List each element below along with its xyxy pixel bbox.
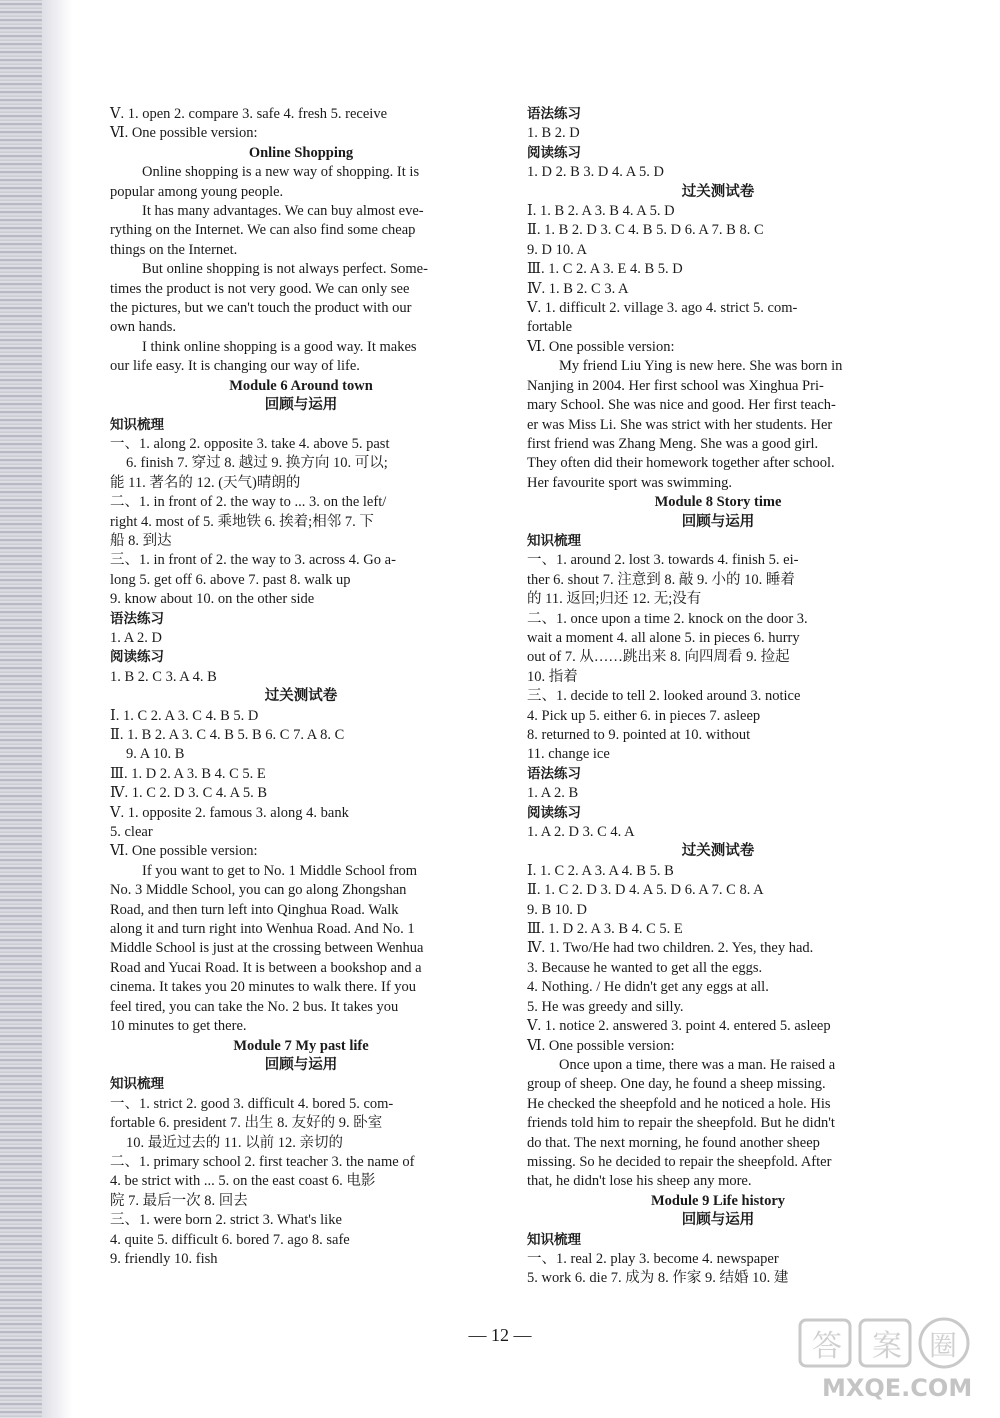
answer-line: 9. A 10. B <box>126 746 185 763</box>
answer-line: 一、1. strict 2. good 3. difficult 4. bored 5. com- <box>110 1095 394 1112</box>
answer-line: Nanjing in 2004. Her first school was Xinghua Pri- <box>527 377 824 394</box>
subsection-label: 知识梳理 <box>527 532 581 549</box>
answer-line: If you want to get to No. 1 Middle School from <box>142 862 418 879</box>
answer-line: things on the Internet. <box>110 241 238 258</box>
answer-line: Road, and then turn left into Qinghua Road. Walk <box>110 901 399 918</box>
answer-line: Ⅱ. 1. B 2. D 3. C 4. B 5. D 6. A 7. B 8. C <box>527 222 764 239</box>
answer-line: missing. So he decided to repair the sheepfold. After <box>527 1153 832 1170</box>
subsection-label: 知识梳理 <box>110 1076 164 1093</box>
answer-line: 5. He was greedy and silly. <box>527 998 684 1015</box>
watermark-logo <box>792 1314 982 1404</box>
answer-line: fortable <box>527 319 573 336</box>
answer-line: 3. Because he wanted to get all the eggs. <box>527 959 763 976</box>
answer-line: 一、1. real 2. play 3. become 4. newspaper <box>527 1250 779 1267</box>
subsection-label: 知识梳理 <box>110 416 164 433</box>
answer-line: 10. 指着 <box>527 668 578 685</box>
answer-line: 4. quite 5. difficult 6. bored 7. ago 8. safe <box>110 1231 350 1248</box>
section-heading: 过关测试卷 <box>681 843 755 860</box>
answer-line: popular among young people. <box>110 183 284 200</box>
answer-line: Ⅳ. 1. B 2. C 3. A <box>527 280 629 297</box>
answer-line: long 5. get off 6. above 7. past 8. walk up <box>110 571 351 588</box>
answer-line: 1. B 2. C 3. A 4. B <box>110 668 217 685</box>
answer-line: mary School. She was nice and good. Her first teach- <box>527 397 836 414</box>
answer-line: group of sheep. One day, he found a sheep missing. <box>527 1076 826 1093</box>
answer-line: 9. friendly 10. fish <box>110 1250 218 1267</box>
svg-text:答: 答 <box>812 1329 842 1364</box>
answer-line: Ⅴ. 1. notice 2. answered 3. point 4. entered 5. asleep <box>527 1018 831 1035</box>
answer-line: Ⅵ. One possible version: <box>527 338 675 355</box>
answer-line: times the product is not very good. We can only see <box>110 280 410 297</box>
answer-line: Road and Yucai Road. It is between a bookshop and a <box>110 959 422 976</box>
answer-line: right 4. most of 5. 乘地铁 6. 挨着;相邻 7. 下 <box>110 513 374 530</box>
answer-line: 1. A 2. D 3. C 4. A <box>527 824 635 841</box>
section-heading: Module 9 Life history <box>650 1192 786 1209</box>
scan-edge-gradient <box>42 0 72 1418</box>
answer-line: 4. be strict with ... 5. on the east coast 6. 电影 <box>110 1173 376 1190</box>
answer-line: 一、1. around 2. lost 3. towards 4. finish 5. ei- <box>527 552 799 569</box>
answer-line: 8. returned to 9. pointed at 10. without <box>527 727 751 743</box>
answer-line: Ⅰ. 1. C 2. A 3. C 4. B 5. D <box>110 707 259 724</box>
answer-line: 三、1. decide to tell 2. looked around 3. notice <box>527 688 801 705</box>
answer-line: out of 7. 从……跳出来 8. 向四周看 9. 捡起 <box>527 649 790 666</box>
answer-line: Ⅴ. 1. difficult 2. village 3. ago 4. strict 5. com- <box>527 300 798 317</box>
answer-line: Once upon a time, there was a man. He raised a <box>559 1056 836 1073</box>
subsection-label: 阅读练习 <box>110 649 164 666</box>
answer-line: Ⅳ. 1. C 2. D 3. C 4. A 5. B <box>110 785 268 802</box>
answer-line: Middle School is just at the crossing between Wenhua <box>110 940 424 957</box>
answer-line: do that. The next morning, he found another sheep <box>527 1134 820 1151</box>
answer-line: 6. finish 7. 穿过 8. 越过 9. 换方向 10. 可以; <box>126 455 388 472</box>
answer-line: He checked the sheepfold and he noticed a hole. His <box>527 1095 831 1112</box>
answer-line: 二、1. in front of 2. the way to ... 3. on the left/ <box>110 494 387 511</box>
answer-line: feel tired, you can take the No. 2 bus. It takes you <box>110 998 399 1015</box>
answer-line: cinema. It takes you 20 minutes to walk there. If you <box>110 979 417 996</box>
answer-line: Ⅵ. One possible version: <box>110 843 258 860</box>
answer-line: ther 6. shout 7. 注意到 8. 敲 9. 小的 10. 睡着 <box>527 571 795 588</box>
answer-line: 院 7. 最后一次 8. 回去 <box>110 1192 248 1209</box>
answer-line: Ⅲ. 1. C 2. A 3. E 4. B 5. D <box>527 261 683 278</box>
answer-line: along it and turn right into Wenhua Road. And No. 1 <box>110 921 415 938</box>
answer-line: 4. Pick up 5. either 6. in pieces 7. asleep <box>527 707 761 724</box>
answer-line: It has many advantages. We can buy almost eve- <box>142 203 424 220</box>
answer-line: They often did their homework together after school. <box>527 455 835 472</box>
section-heading: 回顾与运用 <box>681 513 755 530</box>
answer-line: My friend Liu Ying is new here. She was born in <box>559 358 843 375</box>
subsection-label: 语法练习 <box>527 106 581 122</box>
answer-line: Ⅴ. 1. open 2. compare 3. safe 4. fresh 5. receive <box>110 106 388 122</box>
answer-line: first friend was Zhang Meng. She was a good girl. <box>527 435 819 452</box>
answer-line: 三、1. were born 2. strict 3. What's like <box>110 1212 342 1229</box>
answer-line: friends told him to repair the sheepfold. But he didn't <box>527 1115 835 1132</box>
right-column <box>527 105 909 1289</box>
answer-line: Ⅵ. One possible version: <box>527 1037 675 1054</box>
answer-line: 二、1. once upon a time 2. knock on the door 3. <box>527 610 808 627</box>
answer-line: 9. know about 10. on the other side <box>110 591 315 608</box>
section-heading: Online Shopping <box>248 144 354 161</box>
answer-line: Ⅴ. 1. opposite 2. famous 3. along 4. bank <box>110 804 349 821</box>
answer-line: rything on the Internet. We can also find some cheap <box>110 222 416 239</box>
answer-line: Ⅳ. 1. Two/He had two children. 2. Yes, they had. <box>527 940 814 957</box>
answer-line: 11. change ice <box>527 746 610 763</box>
answer-line: 5. clear <box>110 824 153 841</box>
scan-edge-shadow <box>0 0 42 1418</box>
answer-line: 10. 最近过去的 11. 以前 12. 亲切的 <box>126 1134 343 1151</box>
svg-text:圈: 圈 <box>929 1329 958 1362</box>
answer-line: I think online shopping is a good way. It makes <box>142 338 417 355</box>
answer-line: our life easy. It is changing our way of life. <box>110 358 360 375</box>
answer-line: 5. work 6. die 7. 成为 8. 作家 9. 结婚 10. 建 <box>527 1270 789 1287</box>
svg-text:MXQE.COM: MXQE.COM <box>822 1374 973 1402</box>
answer-line: Ⅲ. 1. D 2. A 3. B 4. C 5. E <box>527 921 683 938</box>
answer-line: But online shopping is not always perfect. Some- <box>142 261 428 278</box>
answer-line: wait a moment 4. all alone 5. in pieces 6. hurry <box>527 629 800 646</box>
answer-line: No. 3 Middle School, you can go along Zhongshan <box>110 882 407 899</box>
section-heading: 过关测试卷 <box>264 688 338 705</box>
answer-line: the pictures, but we can't touch the product with our <box>110 300 412 317</box>
answer-line: 4. Nothing. / He didn't get any eggs at all. <box>527 979 769 996</box>
section-heading: 过关测试卷 <box>681 183 755 200</box>
answer-line: 的 11. 返回;归还 12. 无;没有 <box>527 591 702 608</box>
answer-line: fortable 6. president 7. 出生 8. 友好的 9. 卧室 <box>110 1115 383 1132</box>
answer-line: own hands. <box>110 319 177 336</box>
subsection-label: 阅读练习 <box>527 804 581 821</box>
svg-text:案: 案 <box>872 1329 902 1364</box>
answer-line: 三、1. in front of 2. the way to 3. across 4. Go a- <box>110 552 396 569</box>
section-heading: Module 8 Story time <box>654 494 782 511</box>
answer-line: 二、1. primary school 2. first teacher 3. the name of <box>110 1153 415 1170</box>
answer-line: 一、1. along 2. opposite 3. take 4. above 5. past <box>110 435 390 452</box>
section-heading: 回顾与运用 <box>264 397 338 414</box>
answer-line: 1. A 2. B <box>527 785 579 802</box>
subsection-label: 语法练习 <box>110 610 164 627</box>
answer-line: 船 8. 到达 <box>110 532 172 549</box>
answer-line: Ⅱ. 1. C 2. D 3. D 4. A 5. D 6. A 7. C 8. A <box>527 882 764 899</box>
section-heading: 回顾与运用 <box>264 1056 338 1073</box>
answer-line: Online shopping is a new way of shopping. It is <box>142 164 420 181</box>
section-heading: Module 6 Around town <box>229 377 373 394</box>
answer-line: Ⅵ. One possible version: <box>110 125 258 142</box>
section-heading: 回顾与运用 <box>681 1212 755 1229</box>
subsection-label: 阅读练习 <box>527 144 581 161</box>
answer-line: 能 11. 著名的 12. (天气)晴朗的 <box>110 474 301 491</box>
answer-line: Ⅱ. 1. B 2. A 3. C 4. B 5. B 6. C 7. A 8. C <box>110 727 345 743</box>
subsection-label: 语法练习 <box>527 765 581 782</box>
left-column <box>110 105 492 1269</box>
answer-line: 10 minutes to get there. <box>110 1018 247 1035</box>
subsection-label: 知识梳理 <box>527 1231 581 1248</box>
page-number: — 12 — <box>468 1325 532 1345</box>
answer-line: Ⅰ. 1. C 2. A 3. A 4. B 5. B <box>527 862 674 879</box>
answer-line: 1. D 2. B 3. D 4. A 5. D <box>527 164 664 181</box>
answer-line: 1. B 2. D <box>527 125 580 142</box>
section-heading: Module 7 My past life <box>233 1037 369 1054</box>
answer-line: Ⅰ. 1. B 2. A 3. B 4. A 5. D <box>527 203 675 220</box>
answer-line: Ⅲ. 1. D 2. A 3. B 4. C 5. E <box>110 765 266 782</box>
answer-line: 9. D 10. A <box>527 241 588 258</box>
answer-line: er was Miss Li. She was strict with her students. Her <box>527 416 833 433</box>
answer-line: that, he didn't lose his sheep any more. <box>527 1173 752 1190</box>
answer-line: Her favourite sport was swimming. <box>527 474 732 491</box>
answer-line: 1. A 2. D <box>110 629 162 646</box>
answer-line: 9. B 10. D <box>527 901 588 918</box>
